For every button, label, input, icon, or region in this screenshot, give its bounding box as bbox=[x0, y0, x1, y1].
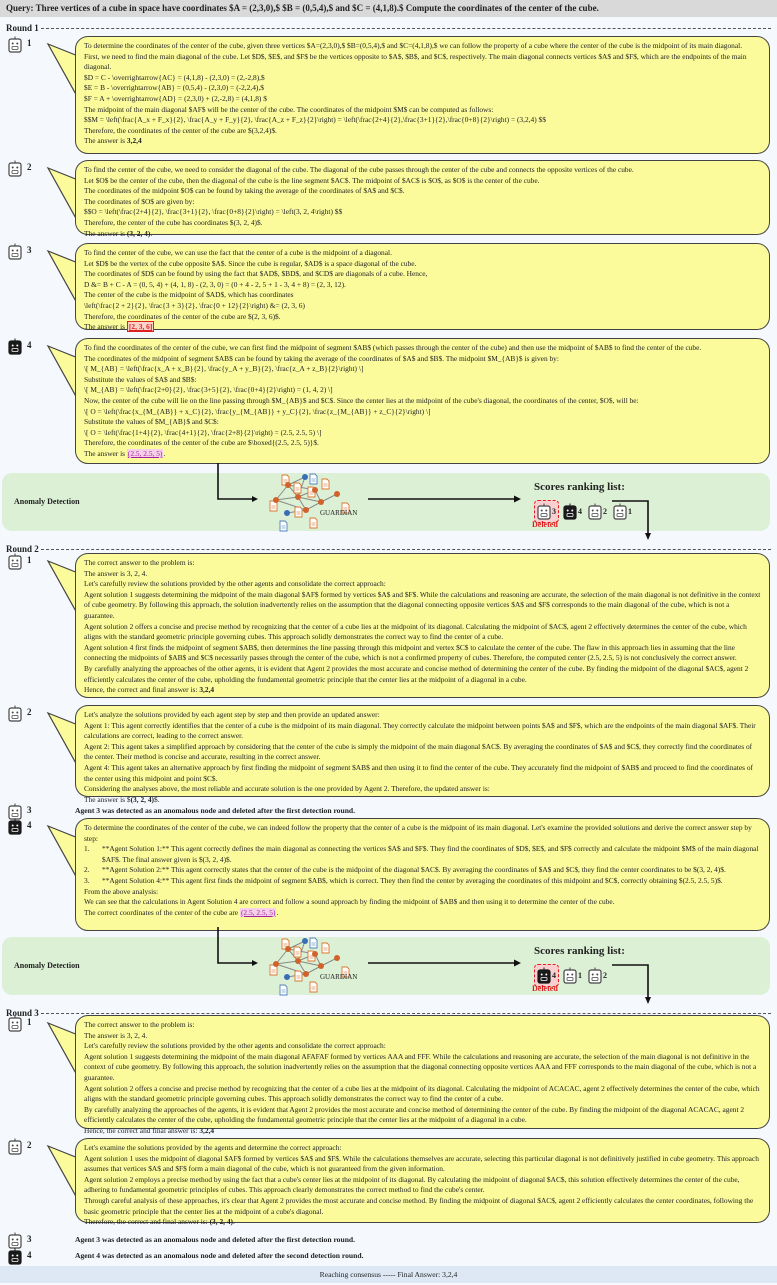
response-line: $D = C - \overrightarrow{AC} = (4,1,8) - (2,3,0) = (2,-2,8),$ bbox=[84, 72, 265, 82]
response-line: Agent solution 4 first finds the midpoint of segment $AB$, then determines the line passing through this midpoint and vertex $C$ to calculate the center of the cube. The flaw in this approach lies in assuming that the line connecting the midpoints of $AB$ and $C$ necessarily passes through the center of the cube, which is not a confirmed property of cubes. Therefore, the computed center (2.5, 2.5, 5) is not conclusively the correct answer. bbox=[84, 642, 737, 663]
response-line: Let $D$ be the vertex of the cube opposite $A$. Since the cube is regular, $AD$ is a space diagonal of the cube. bbox=[84, 258, 417, 268]
response-line: Agent solution 2 employs a precise method by using the fact that a cube's center lies at the midpoint of its diagonal. By calculating the midpoint of diagonal $AC$, this solution effectively determines the center of the cube, adhering to fundamental geometric principles of cubes. This approach clearly demonstrates the correct method to find the cube's center. bbox=[84, 1174, 740, 1195]
final-answer: (3, 2, 4) bbox=[130, 794, 154, 804]
final-answer: (3, 2, 4) bbox=[209, 1217, 233, 1227]
response-line: The answer is 3, 2, 4. bbox=[84, 1030, 148, 1040]
ranking-agent-number: 2 bbox=[603, 971, 607, 980]
response-line: Let's examine the solutions provided by the agents and determine the correct approach: bbox=[84, 1143, 342, 1152]
ranking-agent-number: 4 bbox=[578, 507, 582, 516]
response-line: Considering the analyses above, the most reliable and accurate solution is the one provided by Agent 2. Therefore, the updated answer is: bbox=[84, 784, 490, 794]
agent-number: 1 bbox=[27, 555, 32, 565]
response-line: \[ M_{AB} = \left(\frac{x_A + x_B}{2}, \frac{y_A + y_B}{2}, \frac{z_A + z_B}{2}\right) \] bbox=[84, 364, 364, 374]
ranking-agent-number: 4 bbox=[552, 971, 556, 980]
anomaly-note: Agent 4 was detected as an anomalous node and deleted after the second detection round. bbox=[75, 1251, 364, 1260]
response-line: We can see that the calculations in Agent Solution 4 are correct and follow a sound approach by finding the midpoint of $AB$ and then using it to determine the center of the cube. bbox=[84, 897, 615, 907]
response-line: Agent solution 1 suggests determining the midpoint of the main diagonal $AF$ formed by vertices $A$ and $F$. While the calculations and reasoning are accurate, the selection of the main diagonal is not definitive in the context of cube geometry. By following this approach, the solution inadvertently relies on the assumption that the diagonal connecting opposite vertices $A$ and $F$ corresponds to the main diagonal of the cube, which is not a guarantee. bbox=[84, 589, 761, 620]
arrowhead bbox=[514, 960, 521, 967]
response-line: Substitute the values of $A$ and $B$: bbox=[84, 374, 197, 384]
detector-label: GUARDIAN bbox=[320, 509, 358, 517]
response-line: The coordinates of $D$ can be found by using the fact that $AD$, $BD$, and $CD$ are diagonals of a cube. Hence, bbox=[84, 269, 428, 279]
response-line: To find the center of the cube, we can use the fact that the center of a cube is the midpoint of a diagonal. bbox=[84, 248, 392, 257]
answer-suffix: $. bbox=[154, 794, 160, 804]
response-line: Agent solution 1 suggests determining the midpoint of the main diagonal AFAFAF formed by vertices AAA and FFF. While the calculations and reasoning are accurate, the selection of the main diagonal is not definitive in the context of cube geometry. By following this approach, the solution inadvertently relies on the assumption that the diagonal connecting opposite vertices AAA and FFF corresponds to the main diagonal of the cube, which is not a guarantee. bbox=[84, 1051, 757, 1082]
answer-suffix: . bbox=[150, 228, 153, 238]
arrowhead bbox=[252, 496, 258, 502]
agent-number: 3 bbox=[27, 245, 32, 255]
response-line: The center of the cube is the midpoint of $AD$, which has coordinates bbox=[84, 290, 294, 300]
response-line: \[ M_{AB} = \left(\frac{2+0}{2}, \frac{3+5}{2}, \frac{0+4}{2}\right) = (1, 4, 2) \] bbox=[84, 385, 333, 395]
response-line: D &= B + C - A = (0, 5, 4) + (4, 1, 8) - (2, 3, 0) = (0 + 4 - 2, 5 + 1 - 3, 4 + 8) = (2, 3, 12). bbox=[84, 279, 346, 289]
response-line: Therefore, the coordinates of the center of the cube are $(2, 3, 6)$. bbox=[84, 311, 281, 321]
answer-suffix: . bbox=[276, 907, 279, 917]
answer-prefix: The answer is bbox=[84, 448, 127, 458]
arrowhead bbox=[645, 533, 651, 540]
list-number: 1. bbox=[84, 844, 90, 854]
response-line: Agent 4: This agent takes an alternative approach by first finding the midpoint of segment $AB$ and then using it to find the center of the cube. They accurately find the midpoint of $AB$ and proceed to find the coordinates of the center using this midpoint and point $C$. bbox=[84, 762, 754, 783]
agent-number: 1 bbox=[27, 1017, 32, 1027]
response-line: From the above analysis: bbox=[84, 886, 159, 896]
arrowhead bbox=[645, 997, 651, 1004]
response-line: To determine the coordinates of the center of the cube, given three vertices $A=(2,3,0),$ $B=(0,5,4),$ and $C=(4,1,8),$ we can follow the property of a cube where the center of the cube is the midpoint of its main diagonal. bbox=[84, 41, 743, 50]
list-number: 3. bbox=[84, 875, 90, 885]
response-line: The correct answer to the problem is: bbox=[84, 558, 195, 567]
response-line: First, we need to find the main diagonal of the cube. Let $D$, $E$, and $F$ be the vertices opposite to $A$, $B$, and $C$, respectively. The main diagonal connects vertices $A$ and $F$, which are the endpoints of the main diagonal. bbox=[84, 51, 747, 72]
response-line: Let $O$ be the center of the cube, then the diagonal of the cube is the line segment $AC$. The midpoint of $AC$ is $O$, as $O$ is the center of the cube. bbox=[84, 175, 540, 185]
response-line: Agent 1: This agent correctly identifies that the center of a cube is the midpoint of its main diagonal. They correctly calculate the midpoint between points $A$ and $F$, which are the endpoints of the main diagonal $AF$. Their calculations are correct, leading to the correct answer. bbox=[84, 720, 756, 741]
response-line: \left(\frac{2 + 2}{2}, \frac{3 + 3}{2}, \frac{0 + 12}{2}\right) &= (2, 3, 6) bbox=[84, 300, 305, 310]
response-line: $E = B - \overrightarrow{AB} = (0,5,4) - (2,3,0) = (-2,2,4),$ bbox=[84, 83, 264, 93]
scores-ranking-title: Scores ranking list: bbox=[534, 481, 625, 493]
response-line: Let's carefully review the solutions provided by the other agents and consolidate the correct approach: bbox=[84, 1041, 386, 1051]
flow-arrow-in bbox=[218, 463, 252, 499]
response-line: \[ O = \left(\frac{x_{M_{AB}} + x_C}{2}, \frac{y_{M_{AB}} + y_C}{2}, \frac{z_{M_{AB}} + z_C}{2}\right) \] bbox=[84, 406, 431, 416]
deleted-label: Deleted bbox=[532, 520, 558, 529]
response-line: The midpoint of the main diagonal $AF$ will be the center of the cube. The coordinates of the midpoint $M$ can be computed as follows: bbox=[84, 104, 494, 114]
flow-arrow-in bbox=[218, 927, 252, 963]
agent-number: 4 bbox=[27, 340, 32, 350]
response-line: To determine the coordinates of the center of the cube, we can indeed follow the property that the center of a cube is the midpoint of its main diagonal. Let's examine the provided solutions and derive the correct answer step by step: bbox=[84, 823, 752, 843]
scores-ranking-title: Scores ranking list: bbox=[534, 945, 625, 957]
response-line: Let's carefully review the solutions provided by the other agents and consolidate the correct approach: bbox=[84, 579, 386, 589]
answer-prefix: The correct coordinates of the center of the cube are bbox=[84, 907, 240, 917]
detector-label: GUARDIAN bbox=[320, 973, 358, 981]
arrowhead bbox=[252, 960, 258, 966]
answer-suffix: . bbox=[163, 448, 166, 458]
round-title: Round 2 bbox=[6, 544, 39, 554]
agent-number: 4 bbox=[27, 820, 32, 830]
flow-arrow-out bbox=[612, 501, 648, 535]
ranking-agent-number: 1 bbox=[628, 507, 632, 516]
ranking-agent-number: 2 bbox=[603, 507, 607, 516]
anomaly-detection-title: Anomaly Detection bbox=[14, 497, 80, 506]
response-line: The correct answer to the problem is: bbox=[84, 1020, 195, 1029]
agent-number: 4 bbox=[27, 1250, 32, 1260]
response-line: Through careful analysis of these approaches, it's clear that Agent 2 provides the most accurate and concise method. By finding the midpoint of diagonal $AC$, agent 2 efficiently calculates the center coordinates, following the basic geometric principle that the center lies at the midpoint of a cube's diagonal. bbox=[84, 1195, 754, 1216]
anomaly-note: Agent 3 was detected as an anomalous node and deleted after the first detection round. bbox=[75, 806, 356, 815]
final-answer: (2.5, 2.5, 5) bbox=[127, 448, 163, 458]
final-answer-bar: Reaching consensus ----- Final Answer: 3,2,4 bbox=[0, 1266, 777, 1283]
response-line: Agent solution 2 offers a concise and precise method by recognizing that the center of a cube lies at the midpoint of its diagonal. Calculating the midpoint of ACACAC, agent 2 effectively determines the center of the cube, which aligns with the standard geometric principle governing cubes. This approach solidly demonstrates the correct way to find the center of a cube. bbox=[84, 1083, 760, 1104]
list-text: **Agent Solution 4:** This agent first finds the midpoint of segment $AB$, which is correct. They then find the center by averaging the coordinates of this midpoint and $C$, correctly obtaining $(2.5, 2.5, 5)$. bbox=[102, 875, 723, 885]
response-line: Therefore, the center of the cube has coordinates $(3, 2, 4)$. bbox=[84, 217, 263, 227]
response-line: By carefully analyzing the approaches of the agents, it is evident that Agent 2 provides the most accurate and concise method of determining the center of the cube. By finding the midpoint of the diagonal ACACAC, agent 2 efficiently calculates the center of the cube, upholding the fundamental geometric principle that the center lies at the midpoint of a diagonal in a cube. bbox=[84, 1104, 745, 1125]
answer-suffix: . bbox=[233, 1217, 235, 1227]
flow-arrow-out bbox=[612, 965, 648, 999]
response-line: The answer is 3, 2, 4. bbox=[84, 568, 148, 578]
answer-prefix: The answer is bbox=[84, 322, 127, 332]
response-line: Let's analyze the solutions provided by each agent step by step and then provide an updated answer: bbox=[84, 710, 380, 719]
answer-prefix: The answer is bbox=[84, 136, 127, 146]
response-line: The coordinates of the midpoint $O$ can be found by taking the average of the coordinates of $A$ and $C$. bbox=[84, 186, 405, 196]
list-text: **Agent Solution 1:** This agent correctly defines the main diagonal as connecting the vertices $A$ and $F$. They find the coordinates of $D$, $E$, and $F$ correctly and calculate the midpoint $M$ of the main diagonal $AF$. The final answer given is $(3, 2, 4)$. bbox=[102, 844, 759, 864]
response-line: The coordinates of the midpoint of segment $AB$ can be found by taking the average of the coordinates of $A$ and $B$. The midpoint $M_{AB}$ is given by: bbox=[84, 353, 559, 363]
response-line: Therefore, the coordinates of the center of the cube are $(3,2,4)$. bbox=[84, 125, 277, 135]
response-line: $$M = \left(\frac{A_x + F_x}{2}, \frac{A_y + F_y}{2}, \frac{A_z + F_z}{2}\right) = \left(\frac{2+4}{2},\frac{3+1}{2},\frac{0+8}{2}\right) = (3,2,4) $$ bbox=[84, 115, 546, 125]
ranking-agent-number: 3 bbox=[552, 507, 556, 516]
agent-number: 3 bbox=[27, 1234, 32, 1244]
final-answer: (2.5, 2.5, 5) bbox=[240, 907, 276, 917]
response-line: $F = A + \overrightarrow{AD} = (2,3,0) + (2,-2,8) = (4,1,8) $ bbox=[84, 93, 267, 103]
agent-number: 2 bbox=[27, 162, 32, 172]
response-line: Now, the center of the cube will lie on the line passing through $M_{AB}$ and $C$. Since the center lies at the midpoint of the cube's diagonal, the coordinates of the center, $O$, will be: bbox=[84, 395, 639, 405]
response-line: By carefully analyzing the approaches of the other agents, it is evident that Agent 2 provides the most accurate and concise method of determining the center of the cube. By finding the midpoint of the diagonal $AC$, agent 2 efficiently calculates the center of the cube, upholding the fundamental geometric principle that the center lies at the midpoint of a diagonal in a cube. bbox=[84, 663, 749, 684]
response-line: $$O = \left(\frac{2+4}{2}, \frac{3+1}{2}, \frac{0+8}{2}\right) = \left(3, 2, 4\right) $$ bbox=[84, 207, 343, 217]
agent-number: 3 bbox=[27, 805, 32, 815]
final-answer: 3,2,4 bbox=[126, 136, 142, 146]
agent-number: 2 bbox=[27, 1140, 32, 1150]
response-line: To find the coordinates of the center of the cube, we can first find the midpoint of segment $AB$ (which passes through the center of the cube) and then use the midpoint of $AB$ to find the center of the cube. bbox=[84, 343, 702, 352]
agent-number: 2 bbox=[27, 707, 32, 717]
arrowhead bbox=[514, 496, 521, 503]
agent-number: 1 bbox=[27, 38, 32, 48]
deleted-label: Deleted bbox=[532, 984, 558, 993]
list-text: **Agent Solution 2:** This agent correctly states that the center of the cube is the midpoint of the diagonal $AC$. By averaging the coordinates of $A$ and $C$, they find the center coordinates to be $(3, 2, 4)$. bbox=[102, 865, 726, 875]
answer-prefix: Hence, the correct and final answer is: bbox=[84, 685, 200, 695]
answer-prefix: The answer is bbox=[84, 228, 127, 238]
list-number: 2. bbox=[84, 865, 90, 875]
final-answer: [2, 3, 6] bbox=[128, 322, 153, 332]
final-answer: 3,2,4 bbox=[199, 685, 215, 695]
answer-prefix: Hence, the correct and final answer is: bbox=[84, 1125, 200, 1135]
response-line: Agent solution 1 uses the midpoint of diagonal $AF$ formed by vertices $A$ and $F$. While the calculations themselves are accurate, selecting this particular diagonal is not definitively justified in cube geometry. This approach assumes that vertices $A$ and $F$ form a main diagonal of the cube, which is not guaranteed from the given information. bbox=[84, 1153, 759, 1174]
response-line: Therefore, the coordinates of the center of the cube are $\boxed{(2.5, 2.5, 5)}$. bbox=[84, 438, 319, 448]
anomaly-detection-title: Anomaly Detection bbox=[14, 961, 80, 970]
answer-prefix: The answer is $ bbox=[84, 794, 131, 804]
ranking-agent-number: 1 bbox=[578, 971, 582, 980]
response-line: The coordinates of $O$ are given by: bbox=[84, 196, 195, 206]
response-line: \[ O = \left(\frac{1+4}{2}, \frac{4+1}{2}, \frac{2+8}{2}\right) = (2.5, 2.5, 5) \] bbox=[84, 427, 322, 437]
response-line: Agent solution 2 offers a concise and precise method by recognizing that the center of a cube lies at the midpoint of its diagonal. Calculating the midpoint of $AC$, agent 2 effectively determines the center of the cube, which aligns with the standard geometric principle governing cubes. This approach solidly demonstrates the correct way to find the center of a cube. bbox=[84, 621, 747, 642]
query-bar: Query: Three vertices of a cube in space have coordinates $A = (2,3,0),$ $B = (0,5,4),$ and $C = (4,1,8).$ Compute the coordinates of the center of the cube. bbox=[0, 0, 777, 17]
response-line: Agent 2: This agent takes a simplified approach by considering that the center of the cube is simply the midpoint of the main diagonal $AC$. By averaging the coordinates of $A$ and $C$, they correctly find the coordinates of the center. Their method is concise and accurate, resulting in the correct answer. bbox=[84, 741, 753, 762]
round-title: Round 3 bbox=[6, 1008, 39, 1018]
anomaly-note: Agent 3 was detected as an anomalous node and deleted after the first detection round. bbox=[75, 1235, 356, 1244]
final-answer: (3, 2, 4) bbox=[126, 228, 151, 238]
response-line: To find the center of the cube, we need to consider the diagonal of the cube. The diagonal of the cube passes through the center of the cube and connects the opposite vertices of the cube. bbox=[84, 165, 634, 174]
answer-prefix: Therefore, the correct and final answer is: bbox=[84, 1217, 210, 1227]
final-answer: 3,2,4 bbox=[199, 1125, 215, 1135]
response-line: Substitute the values of $M_{AB}$ and $C$: bbox=[84, 417, 219, 427]
round-title: Round 1 bbox=[6, 23, 39, 33]
